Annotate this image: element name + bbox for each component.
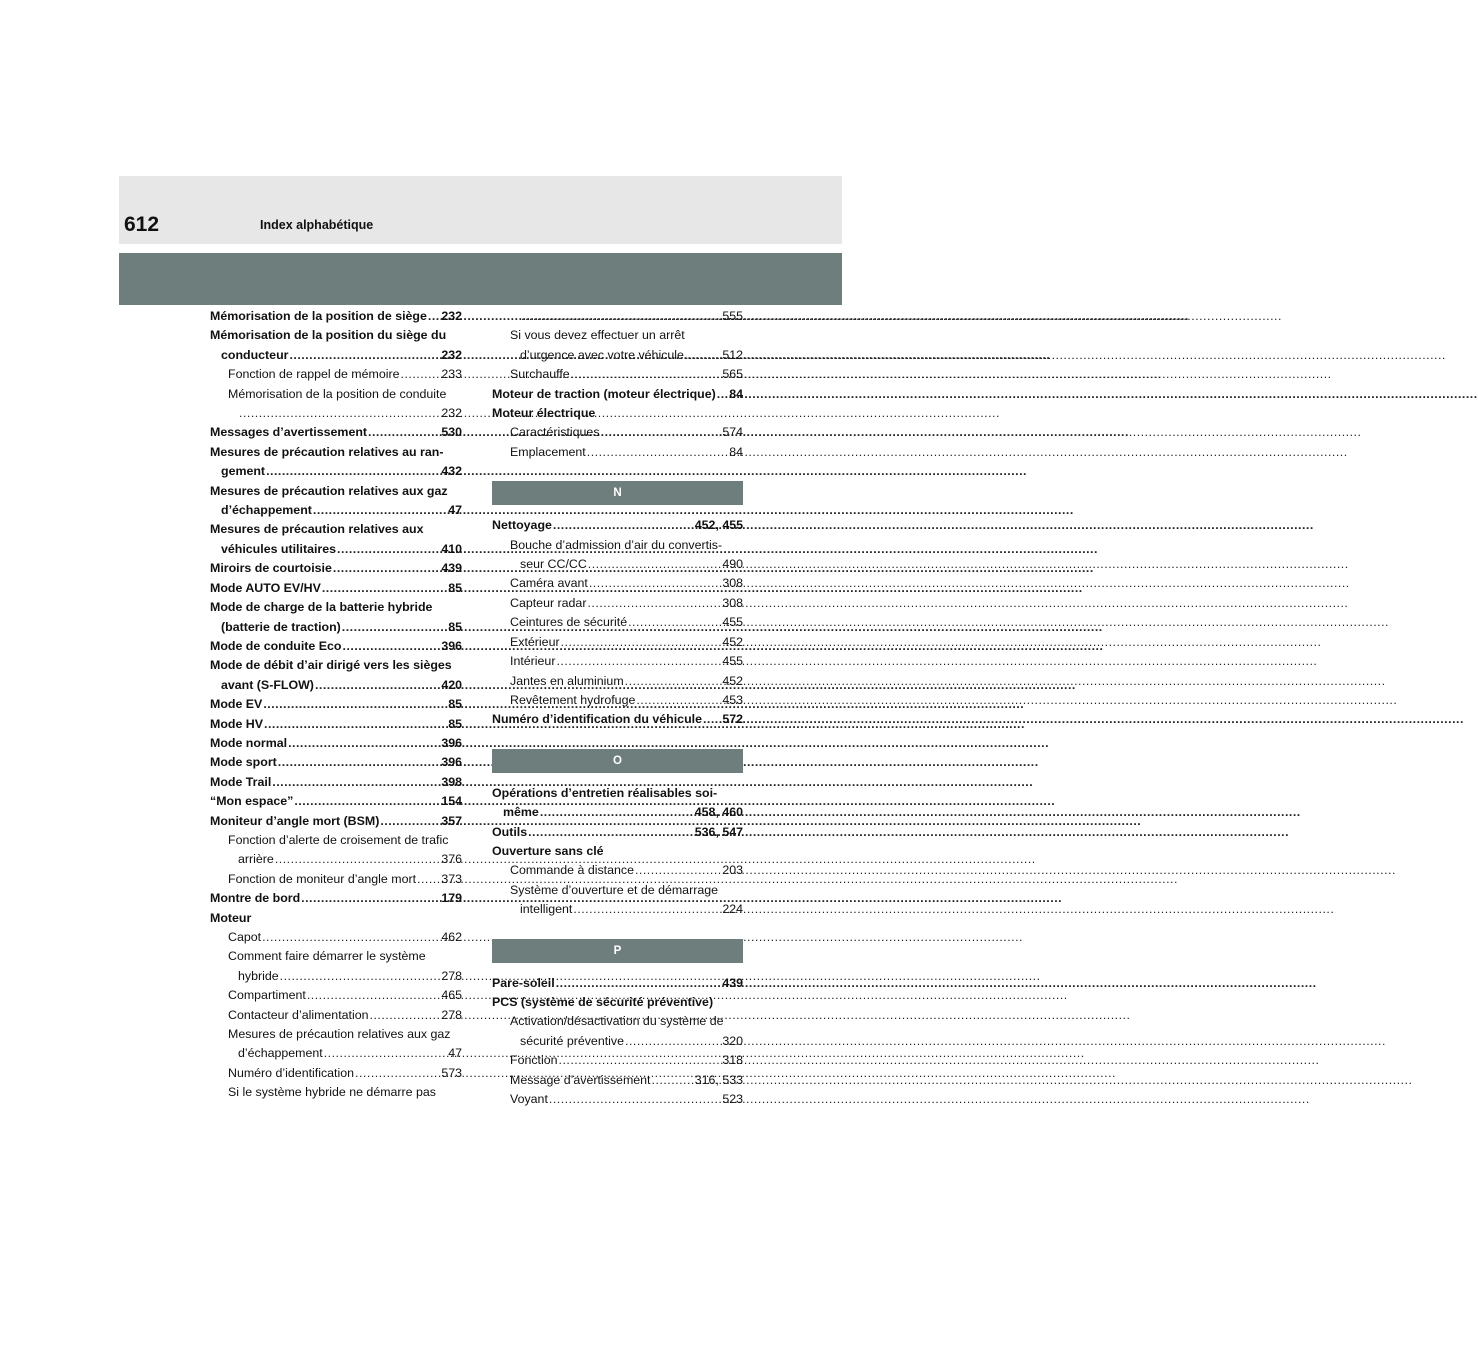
dot-leader — [313, 501, 447, 520]
entry-label: seur CC/CC — [520, 557, 587, 572]
dot-leader — [601, 423, 722, 442]
entry-label: (batterie de traction) — [221, 619, 341, 634]
entry-label: Contacteur d’alimentation — [228, 1007, 369, 1022]
dot-leader — [263, 695, 447, 714]
entry-label: Numéro d’identification — [228, 1065, 355, 1080]
entry-label: Moniteur d’angle mort (BSM) — [210, 813, 380, 828]
dot-leader — [540, 803, 694, 822]
index-entry-text: Mémorisation de la position du siège du — [210, 328, 447, 343]
page-reference: 530 — [441, 425, 462, 440]
entry-label: véhicules utilitaires — [221, 541, 337, 556]
entry-label: Capot — [228, 930, 262, 944]
page-reference: 420 — [441, 677, 462, 692]
dot-leader — [266, 462, 440, 481]
dot-leader — [549, 1090, 721, 1109]
page-reference: 278 — [441, 1007, 462, 1022]
entry-label: Nettoyage — [492, 518, 552, 533]
dot-leader — [636, 691, 721, 710]
page-reference: 179 — [441, 891, 462, 906]
index-entry — [492, 555, 743, 574]
page-reference: 398 — [441, 774, 462, 789]
index-entry — [492, 652, 743, 671]
page-reference: 572 — [722, 712, 743, 727]
index-entry — [210, 928, 462, 947]
entry-label: Emplacement — [510, 444, 586, 459]
index-entry-text: Mesures de précaution relatives au ran- — [210, 444, 444, 459]
entry-label: d’échappement — [221, 503, 312, 518]
entry-label: Pare-soleil — [492, 975, 555, 990]
page-reference: 455 — [722, 654, 743, 669]
dot-leader — [288, 734, 440, 753]
entry-label: Fonction de rappel de mémoire — [228, 367, 400, 382]
section-letter-header: N — [492, 481, 743, 505]
dot-leader — [278, 753, 441, 772]
index-entry — [210, 423, 462, 442]
index-entry — [492, 1032, 743, 1051]
index-entry — [492, 803, 743, 822]
index-entry — [210, 462, 462, 481]
index-entry — [210, 715, 462, 734]
entry-label: avant (S-FLOW) — [221, 677, 314, 692]
dot-leader — [553, 516, 694, 535]
index-entry-text: PCS (système de sécurité préventive) — [492, 994, 714, 1009]
index-entry — [210, 404, 462, 423]
index-entry — [492, 365, 743, 384]
index-entry — [210, 579, 462, 598]
index-entry-text: Si vous devez effectuer un arrêt — [510, 328, 685, 343]
index-entry — [210, 501, 462, 520]
index-entry — [210, 870, 462, 889]
page-reference: 452 — [722, 673, 743, 688]
entry-label: Compartiment — [228, 988, 306, 1003]
index-entry-text: Mesures de précaution relatives aux — [210, 522, 424, 537]
dot-leader — [589, 574, 721, 593]
index-entry — [492, 613, 743, 632]
page-reference: 233 — [441, 367, 462, 382]
index-entry — [210, 618, 462, 637]
dot-leader — [355, 1064, 440, 1083]
page-reference: 85 — [448, 580, 462, 595]
page-reference: 85 — [448, 619, 462, 634]
dot-leader — [652, 1071, 694, 1090]
index-entry — [492, 594, 743, 613]
index-entry — [210, 540, 462, 559]
index-entry-text: Fonction d’alerte de croisement de trafic — [228, 832, 449, 847]
index-entry-text: Moteur électrique — [492, 406, 596, 421]
index-entry-text: Mesures de précaution relatives aux gaz — [210, 483, 448, 498]
page-reference: 574 — [722, 425, 743, 440]
index-entry-text: Opérations d’entretien réalisables soi- — [492, 785, 718, 800]
page-reference: 232 — [441, 309, 462, 323]
index-entry — [210, 967, 462, 986]
entry-label: Outils — [492, 824, 528, 839]
page-reference: 373 — [441, 871, 462, 886]
entry-label: Intérieur — [510, 654, 556, 669]
dot-leader — [343, 637, 441, 656]
dot-leader — [573, 900, 721, 919]
index-entry-text: Mode de débit d’air dirigé vers les sièges — [210, 658, 452, 673]
index-entry — [210, 307, 462, 326]
index-entry-text: Bouche d’admission d’air du convertis- — [510, 537, 723, 552]
index-entry — [492, 1090, 743, 1109]
dot-leader — [368, 423, 440, 442]
dot-leader — [685, 346, 721, 365]
page-reference: 154 — [441, 794, 462, 809]
page-reference: 555 — [722, 309, 743, 323]
entry-label: Message d’avertissement — [510, 1072, 651, 1087]
index-entry — [210, 346, 462, 365]
dot-leader — [322, 579, 447, 598]
index-entry — [492, 1071, 743, 1090]
page-reference: 512 — [722, 347, 743, 362]
dot-leader — [333, 559, 440, 578]
index-entry — [210, 1006, 462, 1025]
index-entry — [210, 734, 462, 753]
entry-label: Moteur de traction (moteur électrique) — [492, 386, 716, 401]
index-entry-text: Activation/désactivation du système de — [510, 1014, 724, 1029]
page-reference: 396 — [441, 755, 462, 770]
index-entry-text: Ouverture sans clé — [492, 843, 604, 858]
page-reference: 453 — [722, 692, 743, 707]
page-reference: 573 — [441, 1065, 462, 1080]
dot-leader — [561, 633, 722, 652]
entry-label: Miroirs de courtoisie — [210, 561, 332, 576]
index-entry-text: Mesures de précaution relatives aux gaz — [228, 1027, 451, 1042]
page-reference: 232 — [441, 406, 462, 421]
dot-leader — [337, 540, 440, 559]
index-entry — [210, 792, 462, 811]
dot-leader — [289, 346, 440, 365]
page-reference: 565 — [722, 367, 743, 382]
page-reference: 224 — [722, 902, 743, 917]
index-entry — [210, 773, 462, 792]
dot-leader — [556, 974, 722, 993]
entry-label: Caméra avant — [510, 576, 588, 591]
entry-label: Capteur radar — [510, 595, 587, 610]
entry-label: Ceintures de sécurité — [510, 615, 628, 630]
index-entry-text: Système d’ouverture et de démarrage — [510, 882, 718, 897]
entry-label: hybride — [238, 968, 279, 983]
dot-leader — [571, 365, 722, 384]
page-reference: 308 — [722, 576, 743, 591]
page-reference: 318 — [722, 1053, 743, 1068]
dot-leader — [635, 861, 721, 880]
index-entry — [492, 307, 743, 326]
dot-leader — [703, 710, 721, 729]
page-reference: 47 — [448, 1046, 462, 1061]
index-entry — [492, 385, 743, 404]
entry-label: conducteur — [221, 347, 289, 362]
entry-label: Fonction de moniteur d’angle mort — [228, 871, 417, 886]
dot-leader — [428, 307, 440, 326]
index-entry — [492, 691, 743, 710]
entry-label: Extérieur — [510, 634, 560, 649]
entry-label: arrière — [238, 852, 274, 867]
entry-label: Fonction — [510, 1053, 558, 1068]
index-entry — [492, 710, 743, 729]
index-entry — [210, 850, 462, 869]
index-entry — [492, 423, 743, 442]
page-reference: 85 — [448, 697, 462, 712]
entry-label: “Mon espace” — [210, 794, 294, 809]
page-reference: 490 — [722, 557, 743, 572]
section-letter-header: O — [492, 749, 743, 773]
dot-leader — [588, 555, 722, 574]
page-reference: 232 — [441, 347, 462, 362]
dot-leader — [587, 594, 721, 613]
entry-label: d’urgence avec votre véhicule — [520, 347, 684, 362]
entry-label: Jantes en aluminium — [510, 673, 624, 688]
section-letter-header: P — [492, 939, 743, 963]
page-reference: 462 — [441, 930, 462, 944]
index-entry — [210, 986, 462, 1005]
dot-leader — [239, 404, 440, 423]
dot-leader — [380, 812, 440, 831]
index-entry — [210, 559, 462, 578]
dot-leader — [556, 652, 721, 671]
entry-label: Revêtement hydrofuge — [510, 692, 636, 707]
page-reference: 432 — [441, 464, 462, 479]
index-entry — [492, 861, 743, 880]
dot-leader — [401, 365, 441, 384]
dot-leader — [521, 307, 721, 326]
index-entry-text: Comment faire démarrer le système — [228, 949, 426, 964]
entry-label: gement — [221, 464, 266, 479]
entry-label: Numéro d’identification du véhicule — [492, 712, 702, 727]
index-entry — [492, 516, 743, 535]
entry-label: Mémorisation de la position de siège — [210, 309, 427, 323]
index-entry — [210, 812, 462, 831]
page-reference: 452, 455 — [694, 518, 743, 533]
dot-leader — [280, 967, 441, 986]
page-reference: 316, 533 — [694, 1072, 743, 1087]
page-reference: 410 — [441, 541, 462, 556]
dot-leader — [307, 986, 441, 1005]
index-entry-text: Mode de charge de la batterie hybride — [210, 600, 433, 615]
entry-label: Mode Trail — [210, 774, 272, 789]
page-reference: 536, 547 — [694, 824, 743, 839]
entry-label: sécurité préventive — [520, 1033, 624, 1048]
dot-leader — [275, 850, 441, 869]
entry-label: Messages d’avertissement — [210, 425, 368, 440]
dot-leader — [717, 385, 728, 404]
index-entry — [492, 574, 743, 593]
entry-label: Caractéristiques — [510, 425, 600, 440]
index-entry — [492, 823, 743, 842]
page-reference: 455 — [722, 615, 743, 630]
page-reference: 396 — [441, 735, 462, 750]
page-reference: 85 — [448, 716, 462, 731]
dot-leader — [264, 715, 447, 734]
index-entry — [210, 676, 462, 695]
header-band — [119, 176, 842, 244]
entry-label: Mode EV — [210, 697, 263, 712]
dot-leader — [294, 792, 440, 811]
index-entry — [492, 900, 743, 919]
index-entry — [210, 637, 462, 656]
index-entry-text: Si le système hybride ne démarre pas — [228, 1085, 436, 1100]
index-entry — [492, 443, 743, 462]
entry-label: Mode de conduite Eco — [210, 638, 342, 653]
dot-leader — [324, 1044, 447, 1063]
index-entry — [492, 672, 743, 691]
page-reference: 47 — [448, 503, 462, 518]
index-entry — [210, 1064, 462, 1083]
index-entry — [492, 1051, 743, 1070]
index-entry — [210, 889, 462, 908]
header-dark-band — [119, 253, 842, 305]
index-column-left — [210, 307, 462, 1103]
page-reference: 376 — [441, 852, 462, 867]
page-reference: 308 — [722, 595, 743, 610]
entry-label: Commande à distance — [510, 863, 634, 878]
dot-leader — [272, 773, 440, 792]
dot-leader — [587, 443, 728, 462]
page-reference: 439 — [722, 975, 743, 990]
index-entry — [210, 753, 462, 772]
dot-leader — [628, 613, 721, 632]
section-title: Index alphabétique — [260, 218, 374, 232]
entry-label: intelligent — [520, 902, 573, 917]
entry-label: Surchauffe — [510, 367, 570, 382]
dot-leader — [342, 618, 447, 637]
page-reference: 523 — [722, 1092, 743, 1106]
page-reference: 439 — [441, 561, 462, 576]
entry-label: Voyant — [510, 1092, 548, 1106]
page-reference: 203 — [722, 863, 743, 878]
dot-leader — [528, 823, 694, 842]
entry-label: Montre de bord — [210, 891, 301, 906]
page-number: 612 — [124, 213, 160, 236]
page-reference: 458, 460 — [694, 805, 743, 820]
index-entry — [492, 974, 743, 993]
page-reference: 278 — [441, 968, 462, 983]
index-entry-text: Mémorisation de la position de conduite — [228, 386, 447, 401]
index-column-right — [492, 307, 743, 1109]
dot-leader — [417, 870, 440, 889]
page-reference: 320 — [722, 1033, 743, 1048]
page-reference: 396 — [441, 638, 462, 653]
page-reference: 357 — [441, 813, 462, 828]
dot-leader — [301, 889, 440, 908]
page-reference: 465 — [441, 988, 462, 1003]
entry-label: Mode normal — [210, 735, 288, 750]
index-entry — [492, 346, 743, 365]
dot-leader — [625, 1032, 721, 1051]
dot-leader — [370, 1006, 441, 1025]
index-entry — [210, 365, 462, 384]
dot-leader — [315, 676, 440, 695]
page-reference: 452 — [722, 634, 743, 649]
dot-leader — [559, 1051, 722, 1070]
entry-label: d’échappement — [238, 1046, 323, 1061]
index-entry — [492, 633, 743, 652]
index-entry — [210, 695, 462, 714]
page-reference: 84 — [729, 386, 743, 401]
index-entry-text: Moteur — [210, 910, 252, 925]
entry-label: Mode AUTO EV/HV — [210, 580, 321, 595]
entry-label: Mode HV — [210, 716, 264, 731]
index-entry — [210, 1044, 462, 1063]
dot-leader — [625, 672, 722, 691]
dot-leader — [262, 928, 440, 947]
page-reference: 84 — [729, 444, 743, 459]
entry-label: même — [503, 805, 539, 820]
entry-label: Mode sport — [210, 755, 277, 770]
